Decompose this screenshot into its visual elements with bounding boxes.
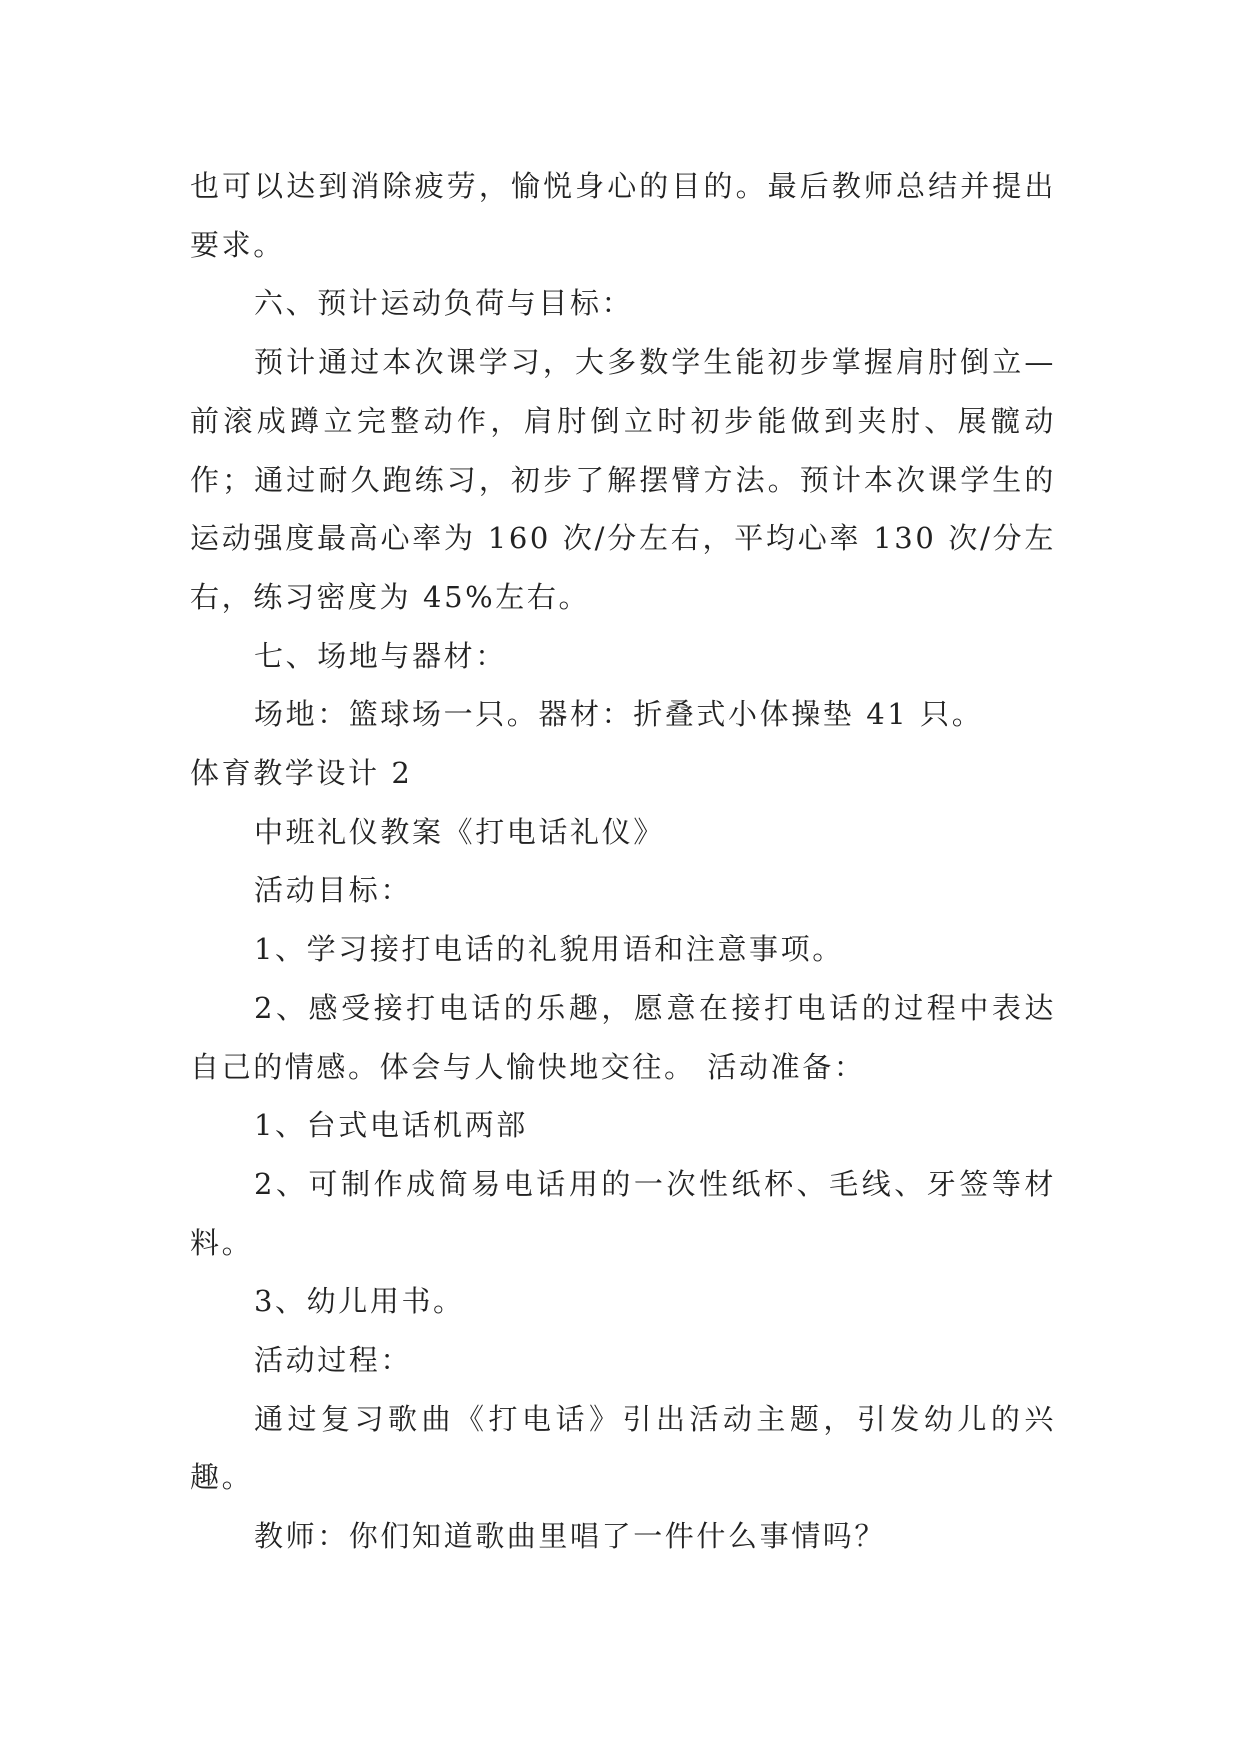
document-title: 体育教学设计 2 <box>190 756 413 791</box>
list-item-prep-3: 3、幼儿用书。 <box>254 1284 465 1319</box>
lesson-title: 中班礼仪教案《打电话礼仪》 <box>254 814 665 849</box>
paragraph-continuation: 也可以达到消除疲劳，愉悦身心的目的。最后教师总结并提出要求。 <box>190 169 1056 262</box>
paragraph-load-goals: 预计通过本次课学习，大多数学生能初步掌握肩肘倒立—前滚成蹲立完整动作，肩肘倒立时初步能做到夹肘、展髋动作；通过耐久跑练习，初步了解摆臂方法。预计本次课学生的运动强度最高心率为 160 次/分左右，平均心率 130 次/分左右，练习密度为 45%左右。 <box>190 345 1056 614</box>
list-item-goal-2: 2、感受接打电话的乐趣，愿意在接打电话的过程中表达自己的情感。体会与人愉快地交往。 活动准备： <box>190 990 1056 1084</box>
list-item-prep-2: 2、可制作成简易电话用的一次性纸杯、毛线、牙签等材料。 <box>190 1166 1056 1260</box>
section-heading-load-goals: 六、预计运动负荷与目标： <box>254 286 634 321</box>
document-body <box>190 157 1056 1566</box>
section-heading-venue-equipment: 七、场地与器材： <box>254 638 507 673</box>
section-heading-activity-goals: 活动目标： <box>254 873 413 908</box>
list-item-goal-1: 1、学习接打电话的礼貌用语和注意事项。 <box>254 932 844 967</box>
paragraph-process-intro: 通过复习歌曲《打电话》引出活动主题，引发幼儿的兴趣。 <box>190 1401 1056 1495</box>
paragraph-teacher-question: 教师：你们知道歌曲里唱了一件什么事情吗？ <box>254 1519 887 1554</box>
list-item-prep-1: 1、台式电话机两部 <box>254 1108 528 1143</box>
section-heading-activity-process: 活动过程： <box>254 1343 413 1378</box>
paragraph-venue-equipment: 场地：篮球场一只。器材：折叠式小体操垫 41 只。 <box>254 697 984 732</box>
